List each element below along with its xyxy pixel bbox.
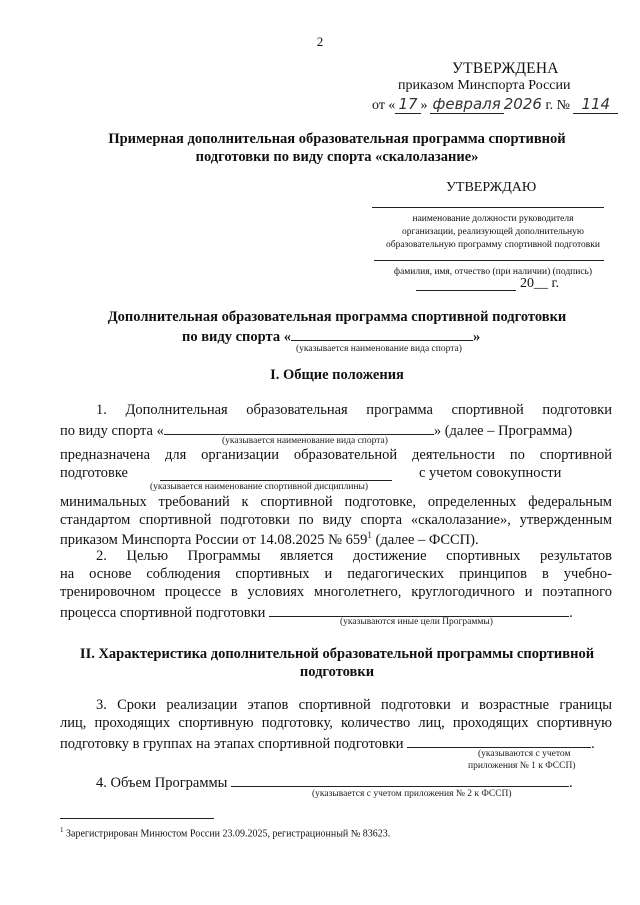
p1-line5: минимальных требований к спортивной подготовке, определенных федеральным [60,494,612,510]
p2-line1: 2. Целью Программы является достижение спортивных результатов [96,548,612,564]
date-month: февраля [430,95,504,114]
p1-line7: приказом Минспорта России от 14.08.2025 № $659^1$ (далее – ФССП). [60,530,479,548]
approve-heading: УТВЕРЖДАЮ [446,180,537,195]
approve-year: 20__ г. [520,276,560,291]
position-note-line3: образовательную программу спортивной подготовки [385,240,600,250]
p2-line4: процесса спортивной подготовки . [60,602,573,622]
position-note-line1: наименование должности руководителя [412,214,574,224]
p1-line4-prefix: подготовке [60,465,128,481]
p1-line6: стандартом спортивной подготовки по виду спорта «скалолазание», утвержденным [60,512,612,528]
document-title-line2: подготовки по виду спорта «скалолазание» [195,149,479,165]
order-number: 114 [573,95,618,114]
name-note: фамилия, имя, отчество (при наличии) (подпись) [393,267,593,277]
footnote-ref: 1 [367,530,372,540]
position-blank-line [372,207,604,208]
approval-date-line [372,95,618,114]
document-title-line1: Примерная дополнительная образовательная программа спортивной [108,131,566,147]
p3-note1: (указываются с учетом [478,749,571,759]
footnote-divider [60,818,214,819]
p1-line1: 1. Дополнительная образовательная программа спортивной подготовки [96,402,612,418]
section2-heading-line1: II. Характеристика дополнительной образовательной программы спортивной [79,646,595,662]
p2-note: (указываются иные цели Программы) [340,617,493,627]
program-title-line2: по виду спорта « » [182,326,480,346]
date-mid: » [420,98,428,113]
p1-line3: предназначена для организации образовательной деятельности по спортивной [60,447,612,463]
p3-line3: подготовку в группах на этапах спортивной подготовки . [60,733,595,753]
approval-title: УТВЕРЖДЕНА [452,60,559,77]
program-title-note: (указывается наименование вида спорта) [296,344,462,354]
name-blank-line [374,260,604,261]
p4-line1: 4. Объем Программы . [96,772,573,792]
p4-note: (указывается с учетом приложения № 2 к ФССП) [312,789,512,799]
p2-line2: на основе соблюдения спортивных и педагогических принципов в учебно- [60,566,612,582]
p1-line2: по виду спорта « » (далее – Программа) [60,420,572,440]
footnote: $^1$ Зарегистрирован Минюстом России 23.09.2025, регистрационный № 83623. [60,826,391,840]
approval-order-line: приказом Минспорта России [398,78,571,93]
date-prefix: от « [372,98,396,113]
position-note-line2: организации, реализующей дополнительную [402,227,584,237]
date-day: 17 [395,95,420,114]
date-blank-line [416,290,516,291]
p1-note-discipline: (указывается наименование спортивной дисциплины) [150,482,369,492]
p1-line4-suffix: с учетом совокупности [419,465,562,481]
date-year: 2026 [503,95,542,113]
page-number: 2 [316,34,324,49]
p3-line2: лиц, проходящих спортивную подготовку, количество лиц, проходящих спортивную [60,715,612,731]
date-suffix: г. № [545,98,570,113]
discipline-blank-line [160,480,392,481]
p3-line1: 3. Сроки реализации этапов спортивной подготовки и возрастные границы [96,697,612,713]
section2-heading-line2: подготовки [299,664,375,680]
p2-line3: тренировочном процессе в условиях многолетнего, круглогодичного и поэтапного [60,584,612,600]
p3-note2: приложения № 1 к ФССП) [468,761,576,771]
program-title-line1: Дополнительная образовательная программа спортивной подготовки [107,309,567,325]
p1-note-sport: (указывается наименование вида спорта) [222,436,388,446]
section1-heading: I. Общие положения [270,367,404,383]
